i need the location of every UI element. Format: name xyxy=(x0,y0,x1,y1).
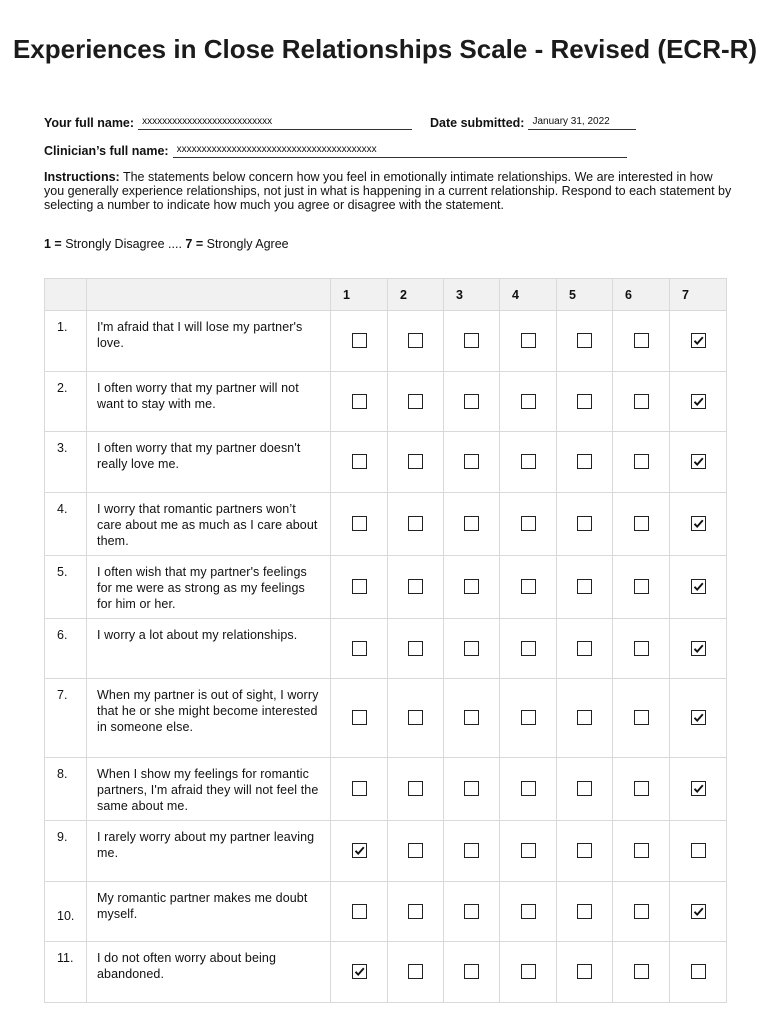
rating-cell-1 xyxy=(331,882,388,942)
rating-checkbox[interactable] xyxy=(577,641,592,656)
rating-checkbox-checked[interactable] xyxy=(352,843,367,858)
rating-cell-7 xyxy=(670,758,727,821)
rating-cell-2 xyxy=(388,758,444,821)
rating-cell-4 xyxy=(500,432,557,493)
rating-cell-6 xyxy=(613,821,670,882)
scale-legend xyxy=(44,237,289,251)
rating-checkbox[interactable] xyxy=(464,710,479,725)
table-row xyxy=(45,758,727,821)
rating-checkbox[interactable] xyxy=(464,843,479,858)
rating-cell-4 xyxy=(500,372,557,432)
rating-checkbox[interactable] xyxy=(408,904,423,919)
rating-checkbox-checked[interactable] xyxy=(691,781,706,796)
table-row xyxy=(45,619,727,679)
clinician-label: Clinician’s full name: xyxy=(44,144,169,158)
rating-checkbox[interactable] xyxy=(408,516,423,531)
rating-cell-4 xyxy=(500,882,557,942)
rating-checkbox[interactable] xyxy=(634,781,649,796)
date-field[interactable]: January 31, 2022 xyxy=(528,116,636,130)
table-row xyxy=(45,679,727,758)
item-statement: I often wish that my partner's feelings for me were as strong as my feelings for him or her. xyxy=(87,556,331,619)
rating-checkbox[interactable] xyxy=(408,454,423,469)
rating-checkbox[interactable] xyxy=(352,333,367,348)
rating-checkbox[interactable] xyxy=(464,904,479,919)
rating-cell-4 xyxy=(500,942,557,1003)
rating-cell-6 xyxy=(613,942,670,1003)
name-label: Your full name: xyxy=(44,116,135,130)
item-number: 2. xyxy=(45,372,87,432)
page-title: Experiences in Close Relationships Scale - Revised (ECR-R) xyxy=(12,34,758,64)
rating-checkbox[interactable] xyxy=(521,516,536,531)
rating-checkbox[interactable] xyxy=(464,333,479,348)
rating-checkbox[interactable] xyxy=(577,964,592,979)
rating-checkbox[interactable] xyxy=(634,641,649,656)
rating-cell-3 xyxy=(444,432,500,493)
rating-cell-4 xyxy=(500,821,557,882)
item-number: 1. xyxy=(45,311,87,372)
rating-cell-5 xyxy=(557,758,613,821)
table-row xyxy=(45,432,727,493)
rating-cell-3 xyxy=(444,679,500,758)
rating-cell-7 xyxy=(670,556,727,619)
rating-checkbox[interactable] xyxy=(521,710,536,725)
table-row xyxy=(45,556,727,619)
instructions xyxy=(44,171,734,212)
rating-cell-7 xyxy=(670,432,727,493)
rating-checkbox[interactable] xyxy=(521,333,536,348)
rating-checkbox-checked[interactable] xyxy=(691,710,706,725)
rating-checkbox[interactable] xyxy=(521,904,536,919)
rating-checkbox[interactable] xyxy=(521,781,536,796)
rating-cell-5 xyxy=(557,432,613,493)
rating-cell-1 xyxy=(331,619,388,679)
item-statement: I do not often worry about being abandoned. xyxy=(87,942,331,1003)
rating-checkbox[interactable] xyxy=(691,843,706,858)
column-header: 3 xyxy=(444,279,500,311)
rating-cell-2 xyxy=(388,679,444,758)
column-header: 2 xyxy=(388,279,444,311)
rating-cell-6 xyxy=(613,679,670,758)
rating-checkbox[interactable] xyxy=(464,641,479,656)
table-row xyxy=(45,372,727,432)
rating-checkbox[interactable] xyxy=(634,843,649,858)
rating-cell-4 xyxy=(500,493,557,556)
item-number: 9. xyxy=(45,821,87,882)
date-label: Date submitted: xyxy=(430,116,525,130)
rating-cell-6 xyxy=(613,619,670,679)
rating-checkbox[interactable] xyxy=(634,454,649,469)
rating-checkbox[interactable] xyxy=(408,579,423,594)
rating-cell-3 xyxy=(444,942,500,1003)
instructions-text: The statements below concern how you feel in emotionally intimate relationships. We are interested in how you generally experience relationships, not just in what is happening in a current relationship. Respond to each statement by selecting a number to indicate how much you agree or disagree with the statement. xyxy=(44,170,732,212)
scale-high-text: Strongly Agree xyxy=(203,237,289,251)
rating-cell-3 xyxy=(444,758,500,821)
rating-checkbox[interactable] xyxy=(408,394,423,409)
rating-cell-5 xyxy=(557,942,613,1003)
rating-checkbox[interactable] xyxy=(352,454,367,469)
rating-checkbox[interactable] xyxy=(408,964,423,979)
rating-cell-5 xyxy=(557,619,613,679)
rating-checkbox[interactable] xyxy=(352,394,367,409)
rating-checkbox[interactable] xyxy=(464,454,479,469)
table-row xyxy=(45,942,727,1003)
rating-cell-3 xyxy=(444,882,500,942)
rating-cell-1 xyxy=(331,679,388,758)
item-number: 7. xyxy=(45,679,87,758)
rating-checkbox[interactable] xyxy=(408,710,423,725)
rating-cell-4 xyxy=(500,679,557,758)
column-header: 5 xyxy=(557,279,613,311)
rating-checkbox-checked[interactable] xyxy=(691,333,706,348)
rating-checkbox[interactable] xyxy=(352,904,367,919)
rating-cell-7 xyxy=(670,372,727,432)
rating-checkbox[interactable] xyxy=(634,516,649,531)
rating-checkbox[interactable] xyxy=(521,964,536,979)
rating-checkbox[interactable] xyxy=(577,579,592,594)
rating-cell-5 xyxy=(557,493,613,556)
rating-cell-4 xyxy=(500,619,557,679)
rating-checkbox[interactable] xyxy=(352,781,367,796)
rating-cell-4 xyxy=(500,556,557,619)
item-number: 6. xyxy=(45,619,87,679)
column-header: 1 xyxy=(331,279,388,311)
rating-checkbox[interactable] xyxy=(352,516,367,531)
rating-cell-5 xyxy=(557,556,613,619)
rating-checkbox[interactable] xyxy=(408,843,423,858)
rating-checkbox[interactable] xyxy=(577,710,592,725)
rating-checkbox[interactable] xyxy=(464,964,479,979)
rating-checkbox-checked[interactable] xyxy=(691,394,706,409)
rating-checkbox-checked[interactable] xyxy=(352,964,367,979)
scale-low-number: 1 = xyxy=(44,237,62,251)
rating-cell-1 xyxy=(331,432,388,493)
item-statement: I worry a lot about my relationships. xyxy=(87,619,331,679)
rating-cell-1 xyxy=(331,942,388,1003)
rating-checkbox[interactable] xyxy=(577,454,592,469)
rating-checkbox[interactable] xyxy=(464,516,479,531)
rating-cell-7 xyxy=(670,821,727,882)
rating-checkbox[interactable] xyxy=(464,579,479,594)
rating-cell-6 xyxy=(613,432,670,493)
rating-cell-3 xyxy=(444,619,500,679)
rating-cell-3 xyxy=(444,821,500,882)
rating-checkbox[interactable] xyxy=(521,454,536,469)
item-statement: I often worry that my partner will not want to stay with me. xyxy=(87,372,331,432)
item-number: 8. xyxy=(45,758,87,821)
rating-checkbox[interactable] xyxy=(634,710,649,725)
rating-cell-3 xyxy=(444,311,500,372)
name-field[interactable]: xxxxxxxxxxxxxxxxxxxxxxxxxx xyxy=(138,116,412,130)
rating-checkbox[interactable] xyxy=(521,641,536,656)
item-number: 3. xyxy=(45,432,87,493)
rating-checkbox[interactable] xyxy=(577,394,592,409)
rating-cell-5 xyxy=(557,882,613,942)
table-row xyxy=(45,311,727,372)
rating-checkbox[interactable] xyxy=(634,394,649,409)
rating-cell-5 xyxy=(557,372,613,432)
rating-cell-6 xyxy=(613,493,670,556)
rating-cell-1 xyxy=(331,556,388,619)
rating-cell-2 xyxy=(388,372,444,432)
rating-checkbox-checked[interactable] xyxy=(691,904,706,919)
rating-cell-6 xyxy=(613,372,670,432)
table-header-row xyxy=(45,279,727,311)
rating-checkbox-checked[interactable] xyxy=(691,641,706,656)
item-statement: When I show my feelings for romantic partners, I'm afraid they will not feel the same about me. xyxy=(87,758,331,821)
table-row xyxy=(45,882,727,942)
rating-cell-1 xyxy=(331,758,388,821)
rating-cell-6 xyxy=(613,758,670,821)
item-statement: I'm afraid that I will lose my partner's love. xyxy=(87,311,331,372)
rating-checkbox[interactable] xyxy=(464,781,479,796)
rating-cell-2 xyxy=(388,493,444,556)
rating-checkbox[interactable] xyxy=(521,394,536,409)
item-number: 10. xyxy=(45,882,87,942)
rating-cell-5 xyxy=(557,679,613,758)
clinician-field[interactable]: xxxxxxxxxxxxxxxxxxxxxxxxxxxxxxxxxxxxxxxx xyxy=(173,144,627,158)
header-blank-number xyxy=(45,279,87,311)
rating-checkbox[interactable] xyxy=(634,579,649,594)
table-row xyxy=(45,821,727,882)
rating-checkbox[interactable] xyxy=(521,579,536,594)
column-header: 7 xyxy=(670,279,727,311)
name-field-row xyxy=(44,116,412,130)
item-number: 11. xyxy=(45,942,87,1003)
header-blank-statement xyxy=(87,279,331,311)
rating-checkbox-checked[interactable] xyxy=(691,579,706,594)
rating-checkbox[interactable] xyxy=(577,333,592,348)
item-statement: I rarely worry about my partner leaving me. xyxy=(87,821,331,882)
rating-checkbox[interactable] xyxy=(577,781,592,796)
rating-checkbox[interactable] xyxy=(521,843,536,858)
rating-cell-2 xyxy=(388,619,444,679)
rating-checkbox[interactable] xyxy=(408,333,423,348)
column-header: 6 xyxy=(613,279,670,311)
rating-cell-1 xyxy=(331,372,388,432)
rating-cell-2 xyxy=(388,556,444,619)
rating-checkbox-checked[interactable] xyxy=(691,516,706,531)
rating-cell-3 xyxy=(444,372,500,432)
rating-checkbox[interactable] xyxy=(352,710,367,725)
rating-cell-7 xyxy=(670,311,727,372)
rating-cell-5 xyxy=(557,311,613,372)
rating-cell-6 xyxy=(613,556,670,619)
rating-checkbox[interactable] xyxy=(352,579,367,594)
rating-cell-7 xyxy=(670,493,727,556)
table-row xyxy=(45,493,727,556)
rating-cell-2 xyxy=(388,821,444,882)
rating-cell-2 xyxy=(388,942,444,1003)
rating-cell-3 xyxy=(444,493,500,556)
rating-cell-2 xyxy=(388,882,444,942)
rating-cell-1 xyxy=(331,311,388,372)
column-header: 4 xyxy=(500,279,557,311)
item-statement: I worry that romantic partners won’t care about me as much as I care about them. xyxy=(87,493,331,556)
rating-cell-7 xyxy=(670,942,727,1003)
scale-low-text: Strongly Disagree .... xyxy=(61,237,186,251)
rating-cell-1 xyxy=(331,821,388,882)
item-number: 5. xyxy=(45,556,87,619)
instructions-label: Instructions: xyxy=(44,170,120,184)
rating-checkbox[interactable] xyxy=(634,964,649,979)
rating-checkbox[interactable] xyxy=(634,904,649,919)
rating-cell-2 xyxy=(388,311,444,372)
rating-checkbox[interactable] xyxy=(577,843,592,858)
scale-high-number: 7 = xyxy=(185,237,204,251)
rating-checkbox-checked[interactable] xyxy=(691,454,706,469)
rating-checkbox[interactable] xyxy=(464,394,479,409)
rating-cell-6 xyxy=(613,311,670,372)
rating-cell-5 xyxy=(557,821,613,882)
rating-cell-6 xyxy=(613,882,670,942)
rating-checkbox[interactable] xyxy=(408,781,423,796)
rating-cell-7 xyxy=(670,882,727,942)
item-number: 4. xyxy=(45,493,87,556)
rating-cell-2 xyxy=(388,432,444,493)
rating-cell-4 xyxy=(500,758,557,821)
rating-cell-1 xyxy=(331,493,388,556)
rating-checkbox[interactable] xyxy=(634,333,649,348)
rating-checkbox[interactable] xyxy=(408,641,423,656)
item-statement: I often worry that my partner doesn't really love me. xyxy=(87,432,331,493)
rating-checkbox[interactable] xyxy=(577,904,592,919)
rating-checkbox[interactable] xyxy=(691,964,706,979)
item-statement: My romantic partner makes me doubt myself. xyxy=(87,882,331,942)
item-statement: When my partner is out of sight, I worry that he or she might become interested in someone else. xyxy=(87,679,331,758)
rating-cell-7 xyxy=(670,679,727,758)
rating-cell-3 xyxy=(444,556,500,619)
clinician-field-row xyxy=(44,144,627,158)
rating-checkbox[interactable] xyxy=(577,516,592,531)
date-field-row xyxy=(430,116,636,130)
rating-checkbox[interactable] xyxy=(352,641,367,656)
rating-table xyxy=(44,278,727,1003)
rating-cell-4 xyxy=(500,311,557,372)
rating-cell-7 xyxy=(670,619,727,679)
